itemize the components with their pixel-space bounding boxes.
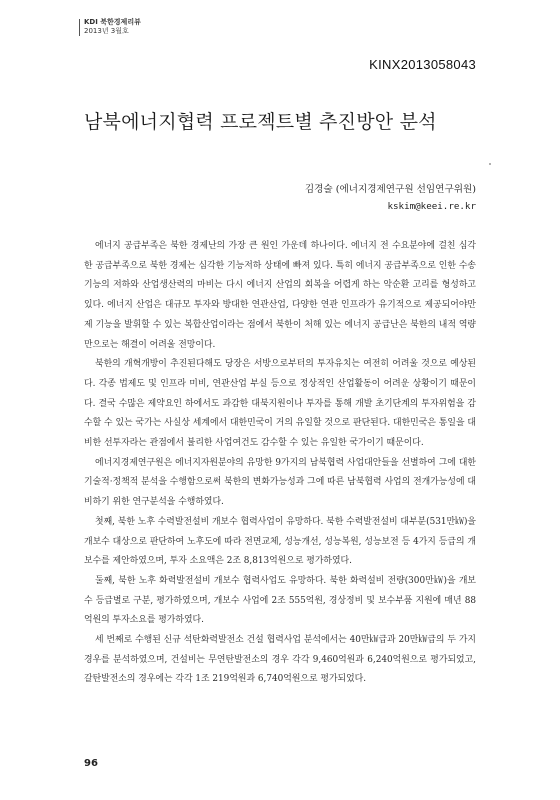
document-id: KINX2013058043 <box>369 57 476 72</box>
margin-dot <box>489 163 491 165</box>
body-paragraph: 둘째, 북한 노후 화력발전설비 개보수 협력사업도 유망하다. 북한 화력설비 전량(300만㎾)을 개보수 등급별로 구분, 평가하였으며, 개보수 사업에 2조 555억원, 경상정비 및 보수부품 지원에 매년 88억원의 투자소요를 평가하였다. <box>84 575 476 626</box>
body-paragraph: 첫째, 북한 노후 수력발전설비 개보수 협력사업이 유망하다. 북한 수력발전설비 대부분(531만㎾)을 개보수 대상으로 판단하여 노후도에 따라 전면교체, 성능개선, 성능복원, 성능보전 등 4가지 등급의 개보수를 제안하였으며, 투자 소요액은 2조 8,813억원으로 평가하였다. <box>84 516 476 567</box>
body-paragraph: 에너지 공급부족은 북한 경제난의 가장 큰 원인 가운데 하나이다. 에너지 전 수요분야에 걸친 심각한 공급부족으로 북한 경제는 심각한 기능저하 상태에 빠져 있다. 특히 에너지 공급부족으로 인한 수송기능의 저하와 산업생산력의 마비는 다시 에너지 산업의 회복을 어렵게 하는 악순환 고리를 형성하고 있다. 에너지 산업은 대규모 투자와 방대한 연관산업, 다양한 연관 인프라가 유기적으로 제공되어야만 제 기능을 발휘할 수 있는 복합산업이라는 점에서 북한이 처해 있는 에너지 공급난은 북한의 내적 역량만으로는 해결이 어려울 전망이다. <box>84 241 476 350</box>
publication-name: KDI 북한경제리뷰 <box>84 18 141 26</box>
publication-header <box>84 18 141 36</box>
author-line: 김경술 (에너지경제연구원 선임연구위원) <box>304 184 476 195</box>
author-email: kskim@keei.re.kr <box>387 201 476 212</box>
page-number: 96 <box>84 758 98 769</box>
body-paragraph: 에너지경제연구원은 에너지자원분야의 유망한 9가지의 남북협력 사업대안들을 선별하여 그에 대한 기술적·정책적 분석을 수행함으로써 북한의 변화가능성과 그에 따른 남북협력 사업의 전개가능성에 대비하기 위한 연구분석을 수행하였다. <box>84 457 476 508</box>
body-paragraph: 세 번째로 수행된 신규 석탄화력발전소 건설 협력사업 분석에서는 40만㎾급과 20만㎾급의 두 가지 경우를 분석하였으며, 건설비는 무연탄발전소의 경우 각각 9,460억원과 6,240억원으로 평가되었고, 갈탄발전소의 경우에는 각각 1조 219억원과 6,740억원으로 평가되었다. <box>84 635 476 685</box>
header-rule <box>79 19 80 36</box>
article-title: 남북에너지협력 프로젝트별 추진방안 분석 <box>84 111 437 133</box>
body-paragraph: 북한의 개혁개방이 추진된다해도 당장은 서방으로부터의 투자유치는 여전히 어려울 것으로 예상된다. 각종 법제도 및 인프라 미비, 연관산업 부실 등으로 정상적인 산업활동이 어려운 상황이기 때문이다. 결국 수많은 제약요인 하에서도 과감한 대북지원이나 투자를 통해 개발 초기단계의 투자위험을 감수할 수 있는 국가는 사실상 세계에서 대한민국이 거의 유일할 것으로 판단된다. 대한민국은 통일을 대비한 선투자라는 관점에서 불리한 사업여건도 감수할 수 있는 유일한 국가이기 때문이다. <box>84 359 476 449</box>
article-body <box>84 237 476 690</box>
publication-issue: 2013년 3월호 <box>84 27 129 35</box>
